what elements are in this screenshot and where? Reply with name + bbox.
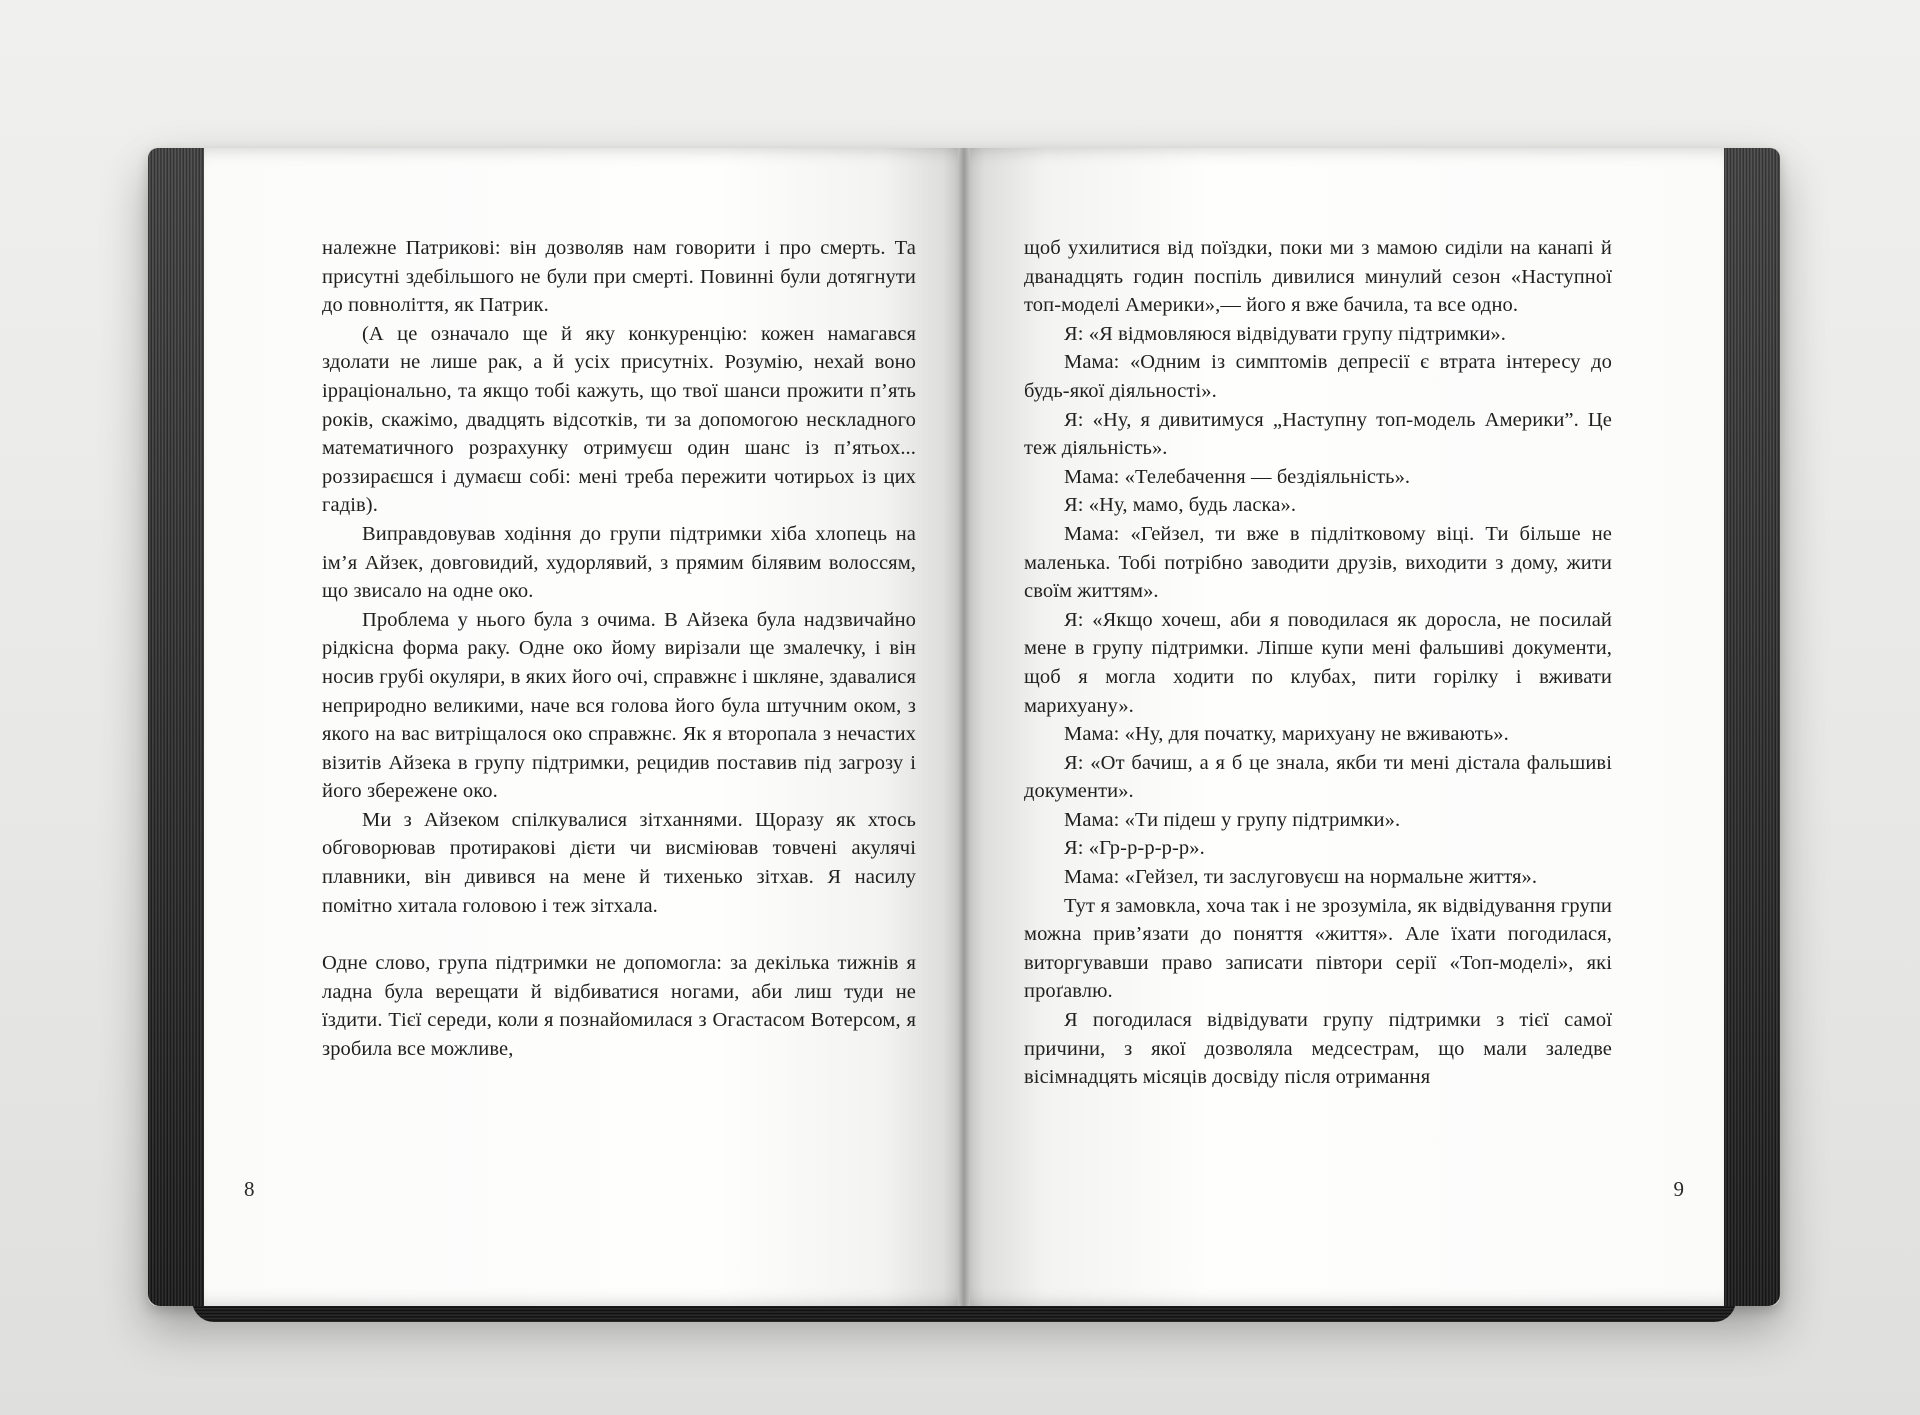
paragraph: Тут я замовкла, хоча так і не зрозуміла, як відвідування групи можна прив’язати до поняття «життя». Але їхати погодилася, виторгувавши право записати півтори серії «Топ-моделі», які проґавлю. — [1024, 894, 1612, 1003]
open-book — [148, 148, 1780, 1306]
book-gutter — [958, 148, 970, 1306]
book-pages — [148, 148, 1780, 1306]
paragraph: Одне слово, група підтримки не допомогла: за декілька тижнів я ладна була верещати й відбиватися ногами, аби лиш туди не їздити. Тієї середи, коли я познайомилася з Огастасом Вотерсом, я зробила все можливе, — [322, 952, 916, 1061]
paragraph: Мама: «Одним із симптомів депресії є втрата інтересу до будь-якої діяльності». — [1024, 351, 1612, 402]
paragraph: Виправдовував ходіння до групи підтримки хіба хлопець на ім’я Айзек, довговидий, худорлявий, з прямим білявим волоссям, що звисало на одне око. — [322, 522, 916, 603]
paragraph: Мама: «Гейзел, ти заслуговуєш на нормальне життя». — [1064, 866, 1538, 889]
paragraph: Я: «Ну, мамо, будь ласка». — [1064, 494, 1297, 517]
paragraph: Я: «Гр-р-р-р-р». — [1064, 837, 1205, 860]
right-page-text — [1024, 234, 1612, 1092]
paragraph: Я: «От бачиш, а я б це знала, якби ти мені дістала фальшиві документи». — [1024, 751, 1612, 803]
paragraph: Проблема у нього була з очима. В Айзека була надзвичайно рідкісна форма раку. Одне око йому вирізали ще змалечку, і він носив грубі окуляри, в яких його очі, справжнє і шкляне, здавалися неприродно великими, наче вся голова його була штучним оком, з якого на вас витріщалося око справжнє. Як я второпала з нечастих візитів Айзека в групу підтримки, рецидив поставив під загрозу і його збережене око. — [322, 608, 917, 803]
left-page — [204, 148, 958, 1306]
paragraph: Мама: «Ну, для початку, марихуану не вживають». — [1064, 723, 1509, 746]
paragraph: Мама: «Телебачення — бездіяльність». — [1064, 465, 1411, 488]
paragraph: Я погодилася відвідувати групу підтримки з тієї самої причини, з якої дозволяла медсестрам, що мали заледве вісімнадцять місяців досвіду після отримання — [1024, 1009, 1612, 1089]
right-page — [970, 148, 1724, 1306]
left-page-number: 8 — [244, 1177, 255, 1201]
paragraph: Мама: «Гейзел, ти вже в підлітковому віці. Ти більше не маленька. Тобі потрібно заводити друзів, виходити з дому, жити своїм життям». — [1024, 522, 1612, 603]
page-stack-left-edge — [148, 148, 204, 1306]
paragraph: Я: «Якщо хочеш, аби я поводилася як доросла, не посилай мене в групу підтримки. Ліпше купи мені фальшиві документи, щоб я могла ходити по клубах, пити горілку і вживати марихуану». — [1024, 608, 1612, 717]
left-page-text — [322, 234, 916, 1064]
page-stack-right-edge — [1724, 148, 1780, 1306]
paragraph: Я: «Я відмовляюся відвідувати групу підтримки». — [1064, 322, 1506, 345]
paragraph: належне Патрикові: він дозволяв нам говорити і про смерть. Та присутні здебільшого не були при смерті. Повинні були дотягнути до повноліття, як Патрик. — [322, 237, 916, 317]
paragraph: Ми з Айзеком спілкувалися зітханнями. Щоразу як хтось обговорював протиракові дієти чи висміював товчені акулячі плавники, він дивився на мене й тихенько зітхав. Я насилу помітно хитала головою і теж зітхала. — [322, 808, 916, 917]
paragraph: Я: «Ну, я дивитимуся „Наступну топ-модель Америки”. Це теж діяльність». — [1024, 408, 1612, 460]
paragraph: щоб ухилитися від поїздки, поки ми з мамою сиділи на канапі й дванадцять годин поспіль дивилися минулий сезон «Наступної топ-моделі Америки»,— його я вже бачила, та все одно. — [1024, 237, 1612, 317]
paragraph: Мама: «Ти підеш у групу підтримки». — [1064, 808, 1401, 831]
paragraph: (А це означало ще й яку конкуренцію: кожен намагався здолати не лише рак, а й усіх присутніх. Розумію, нехай воно ірраціонально, та якщо тобі кажуть, що твої шанси прожити п’ять років, скажімо, двадцять відсотків, ти за допомогою нескладного математичного розрахунку отримуєш один шанс із п’ятьох... роззираєшся і думаєш собі: мені треба пережити чотирьох із цих гадів). — [322, 322, 916, 517]
right-page-number: 9 — [1673, 1177, 1684, 1201]
